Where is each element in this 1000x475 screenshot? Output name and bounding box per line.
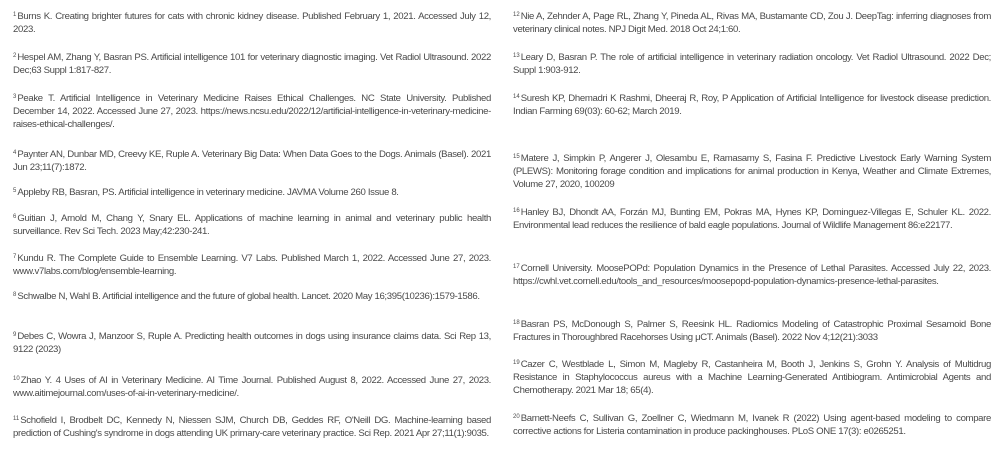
- reference-text: Cornell University. MoosePOPd: Population Dynamics in the Presence of Lethal Parasites. Accessed July 22, 2023. https://cwhl.vet.cornell.edu/tools_and_resources/moosepopd-population-dynamics-presence-lethal-parasites.: [513, 263, 991, 287]
- reference-text: Debes C, Wowra J, Manzoor S, Ruple A. Predicting health outcomes in dogs using insurance claims data. Sci Rep 13, 9122 (2023): [13, 331, 491, 355]
- reference-4: [13, 148, 491, 174]
- reference-1: [13, 10, 491, 36]
- reference-text: Hanley BJ, Dhondt AA, Forzán MJ, Bunting EM, Pokras MA, Hynes KP, Dominguez-Villegas E, Schuler KL. 2022. Environmental lead reduces the resilience of bald eagle populations. Journal of Wildlife Management 86:e22177.: [513, 207, 991, 231]
- reference-11: [13, 414, 491, 440]
- reference-7: [13, 252, 491, 278]
- reference-text: Cazer C, Westblade L, Simon M, Magleby R, Castanheira M, Booth J, Jenkins S, Grohn Y. Analysis of Multidrug Resistance in Staphylococcus aureus with a Machine Learning-Generated Antibiogram. Antimicrobial Agents and Chemotherapy. 2021 Mar 18; 65(4).: [513, 359, 991, 396]
- reference-3: [13, 92, 491, 131]
- reference-text: Barnett-Neefs C, Sullivan G, Zoellner C, Wiedmann M, Ivanek R (2022) Using agent-based modeling to compare corrective actions for Listeria contamination in produce packinghouses. PLoS ONE 17(3): e0265251.: [513, 413, 991, 437]
- reference-12: [513, 10, 991, 36]
- reference-number: 20: [513, 413, 520, 420]
- reference-text: Nie A, Zehnder A, Page RL, Zhang Y, Pineda AL, Rivas MA, Bustamante CD, Zou J. DeepTag: inferring diagnoses from veterinary clinical notes. NPJ Digit Med. 2018 Oct 24;1:60.: [513, 11, 991, 35]
- reference-5: [13, 186, 491, 199]
- reference-19: [513, 358, 991, 397]
- reference-text: Guitian J, Arnold M, Chang Y, Snary EL. Applications of machine learning in animal and veterinary public health surveillance. Rev Sci Tech. 2023 May;42:230-241.: [13, 213, 491, 237]
- reference-16: [513, 206, 991, 232]
- reference-number: 6: [13, 213, 17, 220]
- reference-number: 5: [13, 187, 17, 194]
- reference-8: [13, 290, 491, 303]
- reference-number: 17: [513, 263, 520, 270]
- reference-number: 18: [513, 319, 520, 326]
- reference-9: [13, 330, 491, 356]
- reference-17: [513, 262, 991, 288]
- reference-text: Basran PS, McDonough S, Palmer S, Reesink HL. Radiomics Modeling of Catastrophic Proximal Sesamoid Bone Fractures in Thoroughbred Racehorses Using μCT. Animals (Basel). 2022 Nov 4;12(21):3033: [513, 319, 991, 343]
- reference-text: Kundu R. The Complete Guide to Ensemble Learning. V7 Labs. Published March 1, 2022. Accessed June 27, 2023. www.v7labs.com/blog/ensemble-learning.: [13, 253, 491, 277]
- reference-text: Schwalbe N, Wahl B. Artificial intelligence and the future of global health. Lancet. 2020 May 16;395(10236):1579-1586.: [17, 291, 480, 302]
- reference-number: 9: [13, 331, 17, 338]
- reference-number: 14: [513, 93, 520, 100]
- reference-text: Appleby RB, Basran, PS. Artificial intelligence in veterinary medicine. JAVMA Volume 260 Issue 8.: [17, 187, 399, 198]
- reference-number: 4: [13, 149, 17, 156]
- reference-number: 8: [13, 291, 17, 298]
- reference-number: 7: [13, 253, 17, 260]
- reference-13: [513, 51, 991, 77]
- reference-text: Hespel AM, Zhang Y, Basran PS. Artificial intelligence 101 for veterinary diagnostic imaging. Vet Radiol Ultrasound. 2022 Dec;63 Suppl 1:817-827.: [13, 52, 491, 76]
- reference-text: Matere J, Simpkin P, Angerer J, Olesambu E, Ramasamy S, Fasina F. Predictive Livestock Early Warning System (PLEWS): Monitoring forage condition and implications for animal production in Kenya, Weather and Climate Extremes, Volume 27, 2020, 100209: [513, 153, 991, 190]
- reference-number: 15: [513, 153, 520, 160]
- reference-number: 3: [13, 93, 17, 100]
- reference-2: [13, 51, 491, 77]
- reference-text: Zhao Y. 4 Uses of AI in Veterinary Medicine. AI Time Journal. Published August 8, 2022. Accessed June 27, 2023. www.aitimejournal.com/uses-of-ai-in-veterinary-medicine/.: [13, 375, 491, 399]
- reference-number: 19: [513, 359, 520, 366]
- reference-18: [513, 318, 991, 344]
- reference-number: 10: [13, 375, 20, 382]
- reference-number: 11: [13, 415, 20, 422]
- reference-text: Suresh KP, Dhemadri K Rashmi, Dheeraj R, Roy, P Application of Artificial Intelligence for livestock disease prediction. Indian Farming 69(03): 60-62; March 2019.: [513, 93, 991, 117]
- reference-6: [13, 212, 491, 238]
- reference-15: [513, 152, 991, 191]
- reference-text: Paynter AN, Dunbar MD, Creevy KE, Ruple A. Veterinary Big Data: When Data Goes to the Dogs. Animals (Basel). 2021 Jun 23;11(7):1872.: [13, 149, 491, 173]
- reference-10: [13, 374, 491, 400]
- reference-number: 1: [13, 11, 17, 18]
- reference-text: Peake T. Artificial Intelligence in Veterinary Medicine Raises Ethical Challenges. NC State University. Published December 14, 2022. Accessed June 27, 2023. https://news.ncsu.edu/2022/12/artificial-intelligence-in-veterinary-medicine-raises-ethical-challenges/.: [13, 93, 491, 130]
- reference-number: 13: [513, 52, 520, 59]
- reference-number: 2: [13, 52, 17, 59]
- reference-number: 12: [513, 11, 520, 18]
- reference-text: Leary D, Basran P. The role of artificial intelligence in veterinary radiation oncology. Vet Radiol Ultrasound. 2022 Dec; Suppl 1:903-912.: [513, 52, 991, 76]
- reference-text: Schofield I, Brodbelt DC, Kennedy N, Niessen SJM, Church DB, Geddes RF, O'Neill DG. Machine-learning based prediction of Cushing's syndrome in dogs attending UK primary-care veterinary practice. Sci Rep. 2021 Apr 27;11(1):9035.: [13, 415, 491, 439]
- reference-number: 16: [513, 207, 520, 214]
- reference-20: [513, 412, 991, 438]
- reference-text: Burns K. Creating brighter futures for cats with chronic kidney disease. Published February 1, 2021. Accessed July 12, 2023.: [13, 11, 491, 35]
- reference-14: [513, 92, 991, 118]
